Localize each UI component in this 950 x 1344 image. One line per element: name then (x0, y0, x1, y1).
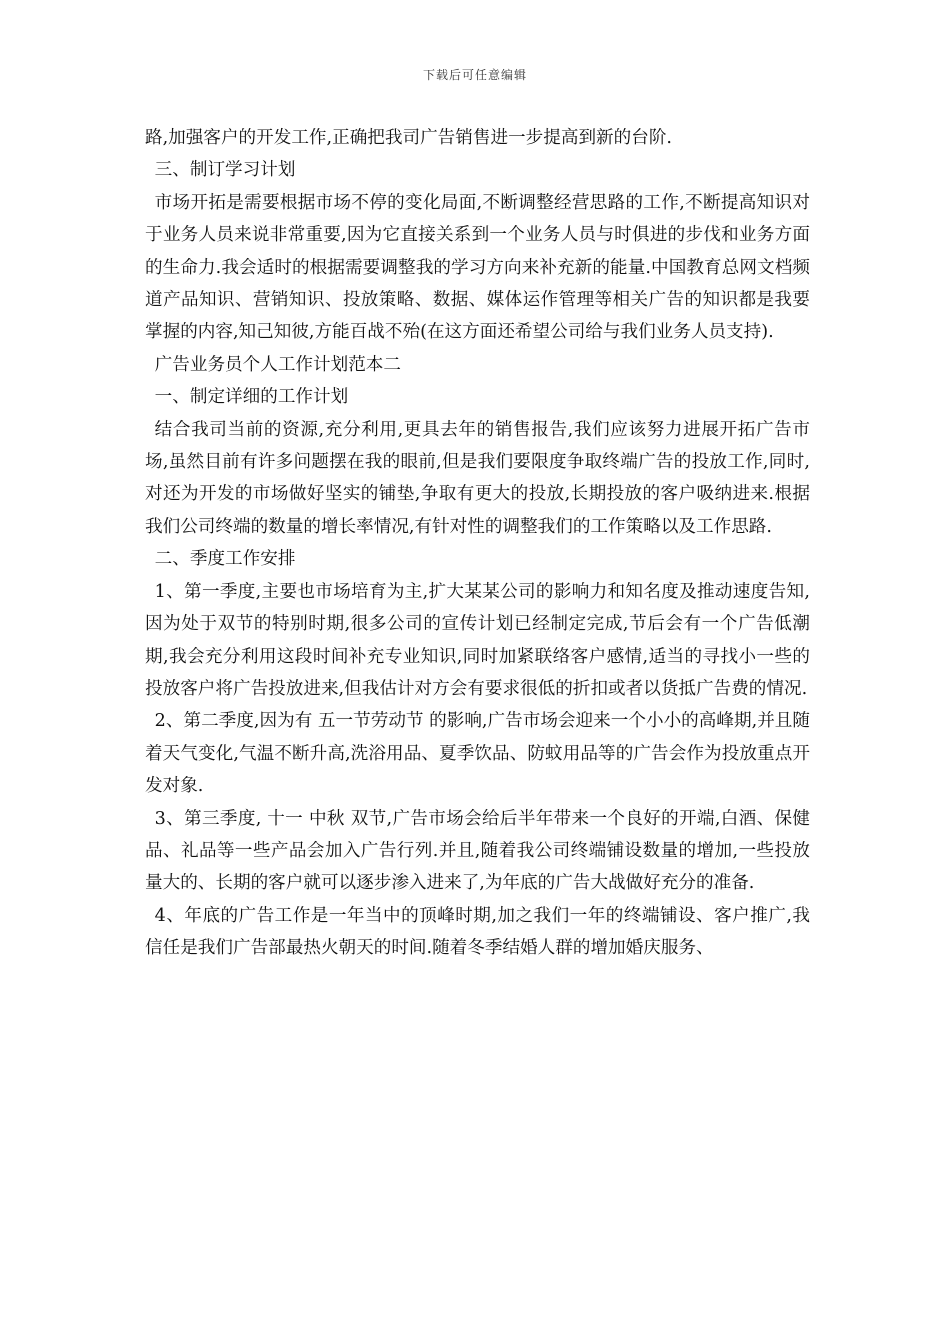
section-heading-2: 二、季度工作安排 (154, 549, 296, 570)
paragraph-1: 路,加强客户的开发工作,正确把我司广告销售进一步提高到新的台阶. (145, 128, 672, 148)
paragraph-work-plan: 结合我司当前的资源,充分利用,更具去年的销售报告,我们应该努力进展开拓广告市场,虽然目前有许多问题摆在我的眼前,但是我们要限度争取终端广告的投放工作,同时,对还为开发的市场做好坚实的铺垫,争取有更大的投放,长期投放的客户吸纳进来.根据我们公司终端的数量的增长率情况,有针对性的调整我们的工作策略以及工作思路. (145, 419, 810, 537)
section-heading-3: 三、制订学习计划 (154, 160, 296, 181)
section-heading-1: 一、制定详细的工作计划 (154, 387, 349, 408)
paragraph-study-plan: 市场开拓是需要根据市场不停的变化局面,不断调整经营思路的工作,不断提高知识对于业务人员来说非常重要,因为它直接关系到一个业务人员与时俱进的步伐和业务方面的生命力.我会适时的根据需要调整我的学习方向来补充新的能量.中国教育总网文档频道产品知识、营销知识、投放策略、数据、媒体运作管理等相关广告的知识都是我要掌握的内容,知己知彼,方能百战不殆(在这方面还希望公司给与我们业务人员支持). (145, 192, 810, 343)
paragraph-quarter-4: 4、年底的广告工作是一年当中的顶峰时期,加之我们一年的终端铺设、客户推广,我信任是我们广告部最热火朝天的时间.随着冬季结婚人群的增加婚庆服务、 (145, 905, 810, 959)
document-body (145, 122, 810, 965)
paragraph-quarter-1: 1、第一季度,主要也市场培育为主,扩大某某公司的影响力和知名度及推动速度告知,因为处于双节的特别时期,很多公司的宣传计划已经制定完成,节后会有一个广告低潮期,我会充分利用这段时间补充专业知识,同时加紧联络客户感情,适当的寻找小一些的投放客户将广告投放进来,但我估计对方会有要求很低的折扣或者以货抵广告费的情况. (145, 581, 810, 699)
paragraph-quarter-2: 2、第二季度,因为有 五一节劳动节 的影响,广告市场会迎来一个小小的高峰期,并且随着天气变化,气温不断升高,洗浴用品、夏季饮品、防蚊用品等的广告会作为投放重点开发对象. (145, 711, 810, 797)
page-header: 下载后可任意编辑 (422, 68, 527, 82)
section-heading-sample-two: 广告业务员个人工作计划范本二 (154, 354, 401, 375)
paragraph-quarter-3: 3、第三季度, 十一 中秋 双节,广告市场会给后半年带来一个良好的开端,白酒、保健品、礼品等一些产品会加入广告行列.并且,随着我公司终端铺设数量的增加,一些投放量大的、长期的客户就可以逐步渗入进来了,为年底的广告大战做好充分的准备. (145, 808, 810, 894)
